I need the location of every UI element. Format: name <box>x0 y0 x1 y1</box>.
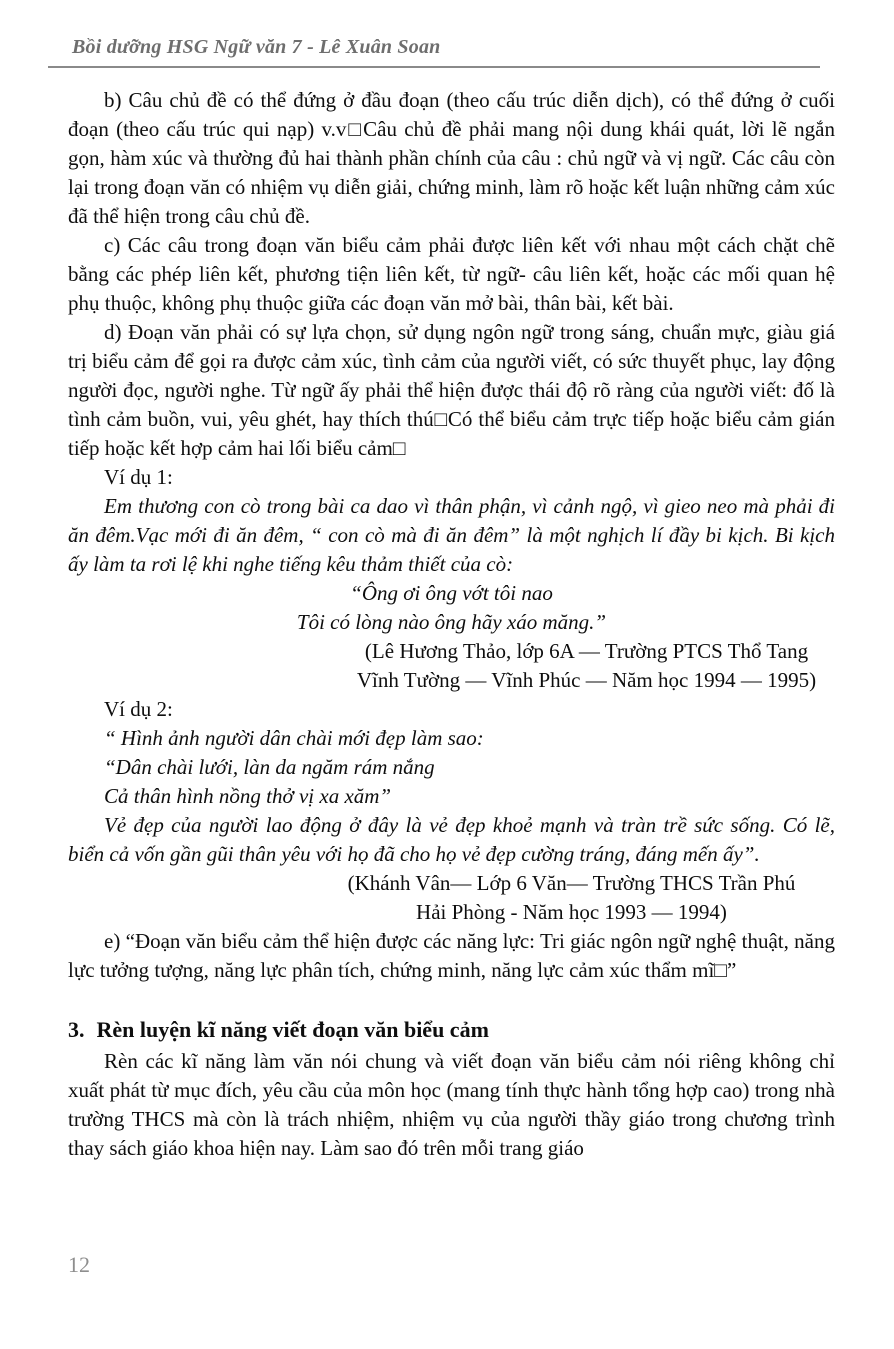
example-2-label: Ví dụ 2: <box>104 697 173 721</box>
paragraph-b: b) Câu chủ đề có thể đứng ở đầu đoạn (theo cấu trúc diễn dịch), có thể đứng ở cuối đoạn (theo cấu trúc qui nạp) v.v□Câu chủ đề phải mang nội dung khái quát, lời lẽ ngắn gọn, hàm xúc và thường đủ hai thành phần chính của câu : chủ ngữ và vị ngữ. Các câu còn lại trong đoạn văn có nhiệm vụ diễn giải, chứng minh, làm rõ hoặc kết luận những cảm xúc đã thể hiện trong câu chủ đề. <box>68 88 835 228</box>
page-number: 12 <box>68 1252 90 1277</box>
example-2-verse-line-1: “ Hình ảnh người dân chài mới đẹp làm sao: <box>104 726 484 750</box>
page-body-text <box>68 86 835 1163</box>
example-1-label: Ví dụ 1: <box>104 465 173 489</box>
example-2-verse-line-2: “Dân chài lưới, làn da ngăm rám nắng <box>104 755 435 779</box>
example-2-verse-line-3: Cả thân hình nồng thở vị xa xăm” <box>104 784 392 808</box>
example-2-commentary: Vẻ đẹp của người lao động ở đây là vẻ đẹp khoẻ mạnh và tràn trề sức sống. Có lẽ, biển cả vốn gần gũi thân yêu với họ đã cho họ vẻ đẹp cường tráng, đáng mến ấy”. <box>68 813 835 866</box>
running-header-title: Bồi dưỡng HSG Ngữ văn 7 - Lê Xuân Soan <box>72 36 441 58</box>
running-header <box>48 36 820 68</box>
attribution-1-line-2: Vĩnh Tường — Vĩnh Phúc — Năm học 1994 — 1995) <box>356 668 817 692</box>
section-3-heading <box>68 1015 835 1044</box>
poem-quote-line-2: Tôi có lòng nào ông hãy xáo măng.” <box>296 610 607 634</box>
paragraph-e: e) “Đoạn văn biểu cảm thể hiện được các năng lực: Tri giác ngôn ngữ nghệ thuật, năng lực tưởng tượng, năng lực phân tích, chứng minh, năng lực cảm xúc thẩm mĩ□” <box>68 929 835 982</box>
poem-quote <box>68 579 835 637</box>
attribution-2 <box>308 869 835 927</box>
attribution-1 <box>338 637 835 695</box>
paragraph-ren-luyen: Rèn các kĩ năng làm văn nói chung và viết đoạn văn biểu cảm nói riêng không chỉ xuất phát từ mục đích, yêu cầu của môn học (mang tính thực hành tổng hợp cao) trong nhà trường THCS mà còn là trách nhiệm, nhiệm vụ của người thầy giáo trong chương trình thay sách giáo khoa hiện nay. Làm sao đó trên mỗi trang giáo <box>68 1049 835 1160</box>
poem-quote-line-1: “Ông ơi ông vớt tôi nao <box>350 581 553 605</box>
attribution-2-line-2: Hải Phòng - Năm học 1993 — 1994) <box>416 900 727 924</box>
attribution-2-line-1: (Khánh Vân— Lớp 6 Văn— Trường THCS Trần Phú <box>347 871 796 895</box>
section-3-title: Rèn luyện kĩ năng viết đoạn văn biểu cảm <box>96 1017 489 1042</box>
example-2-verse <box>68 724 835 811</box>
paragraph-c: c) Các câu trong đoạn văn biểu cảm phải được liên kết với nhau một cách chặt chẽ bằng các phép liên kết, phương tiện liên kết, từ ngữ- câu liên kết, hoặc các mối quan hệ phụ thuộc, không phụ thuộc giữa các đoạn văn mở bài, thân bài, kết bài. <box>68 233 835 315</box>
attribution-1-line-1: (Lê Hương Thảo, lớp 6A — Trường PTCS Thổ Tang <box>364 639 809 663</box>
example-1-text: Em thương con cò trong bài ca dao vì thân phận, vì cảnh ngộ, vì gieo neo mà phải đi ăn đêm.Vạc mới đi ăn đêm, “ con cò mà đi ăn đêm” là một nghịch lí đầy bi kịch. Bi kịch ấy làm ta rơi lệ khi nghe tiếng kêu thảm thiết của cò: <box>68 494 835 576</box>
section-3-number: 3. <box>68 1017 85 1042</box>
paragraph-d: d) Đoạn văn phải có sự lựa chọn, sử dụng ngôn ngữ trong sáng, chuẩn mực, giàu giá trị biểu cảm để gọi ra được cảm xúc, tình cảm của người viết, có sức thuyết phục, lay động người đọc, người nghe. Từ ngữ ấy phải thể hiện được thái độ rõ ràng của người viết: đố là tình cảm buồn, vui, yêu ghét, hay thích thú□Có thể biểu cảm trực tiếp hoặc biểu cảm gián tiếp hoặc kết hợp cảm hai lối biểu cảm□ <box>68 320 835 460</box>
